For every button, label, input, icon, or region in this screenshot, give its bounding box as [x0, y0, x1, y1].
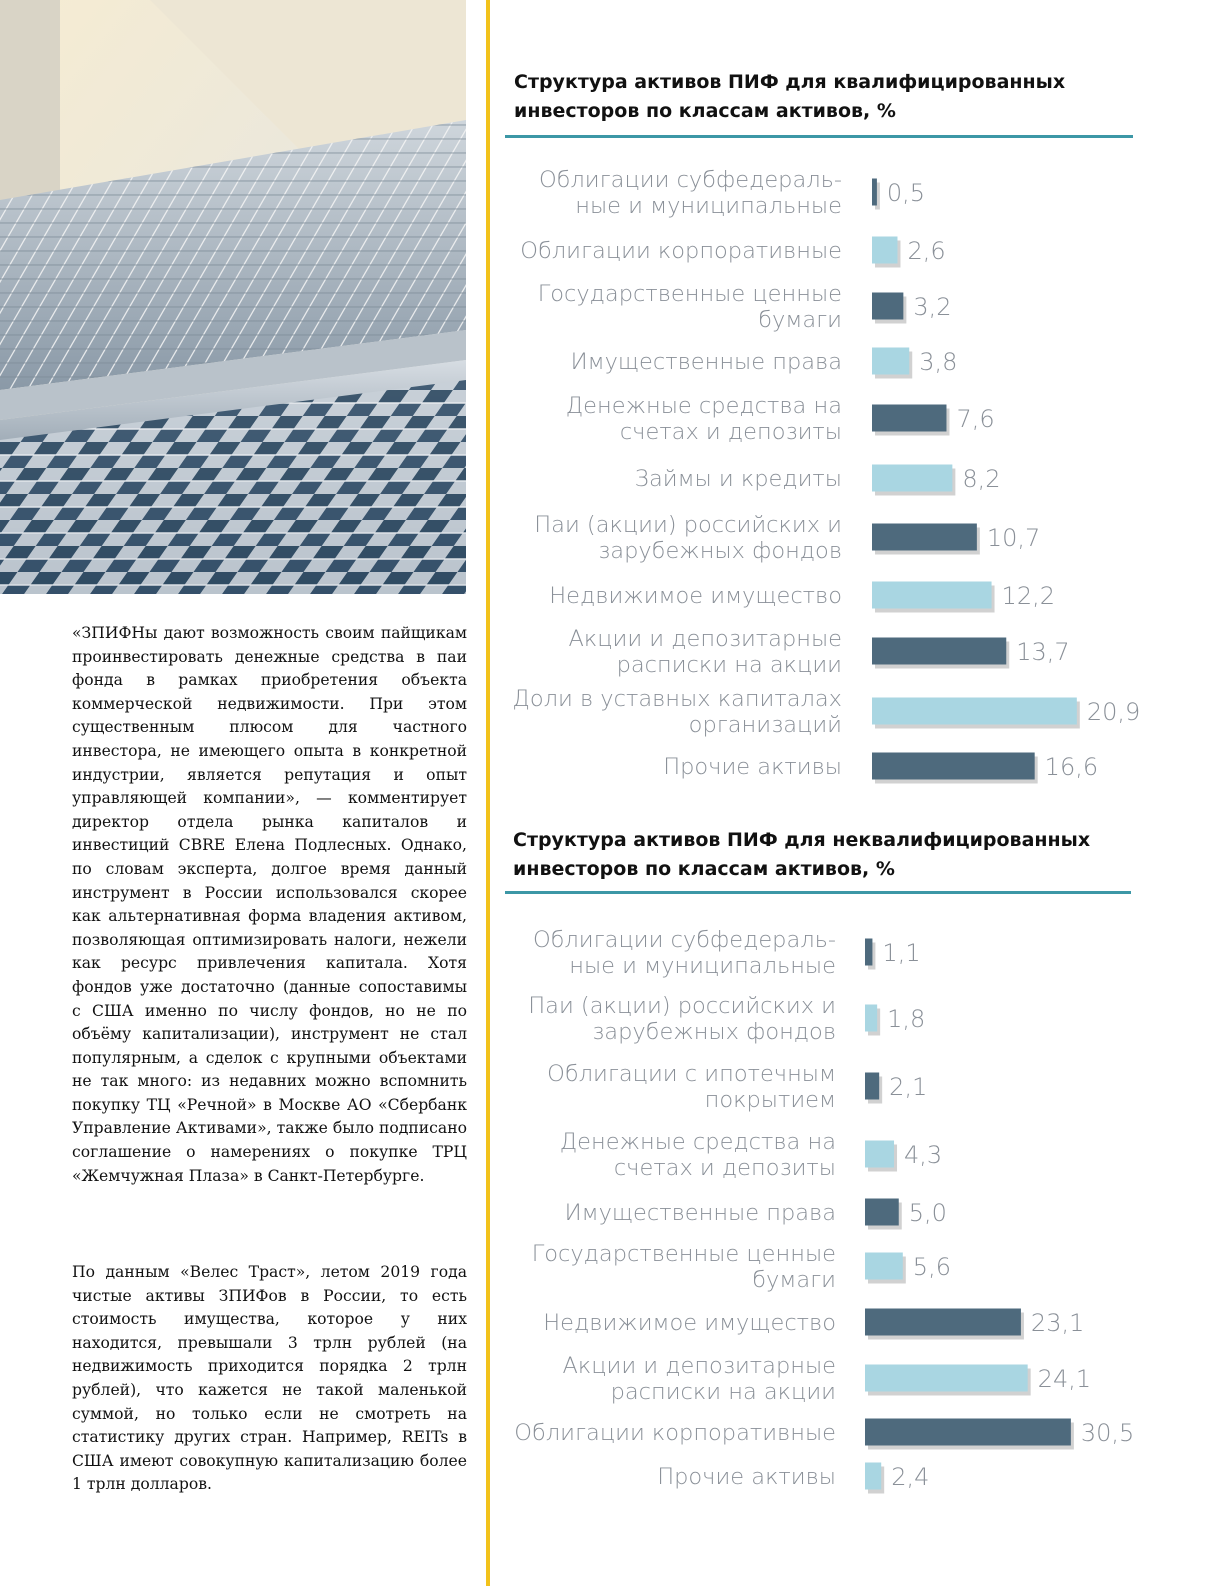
- chart-1-category-label: Облигации субфедераль-: [538, 167, 842, 193]
- chart-2-category-label: ные и муниципальные: [569, 953, 836, 979]
- chart-2-category-label: зарубежных фондов: [592, 1019, 836, 1045]
- chart-1-category-label: Паи (акции) российских и: [534, 512, 842, 538]
- chart-1-category-label: Недвижимое имущество: [549, 583, 842, 609]
- chart-2-bar: [865, 1005, 877, 1032]
- chart-1-bar: [872, 348, 909, 375]
- chart-2-bar: [865, 939, 872, 966]
- chart-2-bar: [865, 1463, 881, 1490]
- chart-1-value-label: 3,2: [913, 293, 952, 321]
- chart-2-value-label: 1,1: [882, 939, 921, 967]
- column-divider: [486, 0, 490, 1586]
- chart-1-bar-shadow: [875, 297, 906, 324]
- chart-1-bar: [872, 753, 1035, 780]
- chart-1-bar-shadow: [875, 642, 1009, 669]
- chart-1-category-label: Прочие активы: [663, 754, 842, 780]
- chart-2-category-label: счетах и депозиты: [613, 1155, 836, 1181]
- chart-1-value-label: 7,6: [956, 405, 995, 433]
- chart-2-bar: [865, 1199, 899, 1226]
- chart-1-value-label: 12,2: [1001, 582, 1055, 610]
- chart-1-value-label: 0,5: [886, 179, 926, 207]
- chart-1-bar-shadow: [875, 241, 900, 268]
- chart-2-bar-shadow: [868, 1369, 1031, 1396]
- chart-1-bar-shadow: [875, 183, 880, 210]
- article-paragraph-1: «ЗПИФНы дают возможность своим пайщикам проинвестировать денежные средства в паи фонда в рамках приобретения объекта коммерческой недвижимости. При этом существенным плюсом для частного инвестора, не имеющего опыта в конкретной индустрии, является репутация и опыт управляющей компании», — комментирует директор отдела рынка капиталов и инвестиций CBRE Елена Подлесных. Однако, по словам эксперта, долгое время данный инструмент в России использовался скорее как альтернативная форма владения активом, позволяющая оптимизировать налоги, нежели как ресурс привлечения капитала. Хотя фондов уже достаточно (данные сопоставимы с США именно по числу фондов, но не по объёму капитализации), инструмент не стал популярным, а сделок с крупными объектами не так много: из недавних можно вспомнить покупку ТЦ «Речной» в Москве АО «Сбербанк Управление Активами», также было подписано соглашение о намерениях о покупке ТРЦ «Жемчужная Плаза» в Санкт-Петербурге.: [72, 624, 467, 1185]
- chart-1-value-label: 16,6: [1044, 753, 1099, 781]
- chart-2-bar-shadow: [868, 1423, 1074, 1450]
- chart-1-category-label: организаций: [688, 712, 842, 738]
- chart-2-bar-shadow: [868, 1467, 884, 1494]
- article-paragraph-2: По данным «Велес Траст», летом 2019 года чистые активы ЗПИФов в России, то есть стоимость имущества, которое у них находится, превышали 3 трлн рублей (на недвижимость приходится порядка 2 трлн рублей), что кажется не такой маленькой суммой, но только если не смотреть на статистику других стран. Например, REITs в США имеют совокупную капитализацию более 1 трлн долларов.: [72, 1263, 467, 1494]
- chart-1-category-label: зарубежных фондов: [598, 538, 842, 564]
- chart-1-category-label: ные и муниципальные: [575, 193, 842, 219]
- chart-2-bar-shadow: [868, 1313, 1024, 1340]
- chart-2-value-label: 30,5: [1080, 1419, 1135, 1447]
- chart-2-bar-shadow: [868, 1009, 880, 1036]
- chart-1-bar-shadow: [875, 702, 1080, 729]
- chart-1-bar: [872, 524, 977, 551]
- chart-1-bar-shadow: [875, 586, 995, 613]
- chart-2-category-label: Денежные средства на: [559, 1129, 836, 1155]
- chart-1-bar-shadow: [875, 409, 949, 436]
- chart-1-category-label: Займы и кредиты: [634, 466, 842, 492]
- chart-2-category-label: Имущественные права: [564, 1200, 836, 1226]
- chart-2-value-label: 5,6: [912, 1253, 951, 1281]
- chart-1-rule: [505, 135, 1133, 138]
- chart-2-value-label: 5,0: [908, 1199, 947, 1227]
- chart-2-category-label: Паи (акции) российских и: [528, 993, 836, 1019]
- chart-1-category-label: Денежные средства на: [565, 393, 842, 419]
- chart-2-value-label: 23,1: [1030, 1309, 1085, 1337]
- chart-1-bar: [872, 237, 897, 264]
- chart-1-category-label: счетах и депозиты: [619, 419, 842, 445]
- chart-2-value-label: 2,1: [889, 1073, 928, 1101]
- chart-1-bar: [872, 465, 952, 492]
- chart-2-category-label: Государственные ценные: [531, 1241, 836, 1267]
- chart-1-bar: [872, 582, 992, 609]
- chart-2-value-label: 2,4: [891, 1463, 930, 1491]
- chart-1-value-label: 8,2: [962, 465, 1001, 493]
- chart-2-category-label: бумаги: [752, 1267, 836, 1293]
- chart-1-category-label: Акции и депозитарные: [568, 626, 842, 652]
- chart-2-value-label: 1,8: [887, 1005, 926, 1033]
- chart-2-bar-shadow: [868, 1145, 897, 1172]
- chart-1-value-label: 10,7: [986, 524, 1041, 552]
- chart-1-bar-shadow: [875, 757, 1038, 784]
- chart-1-category-label: Государственные ценные: [537, 281, 842, 307]
- chart-2-value-label: 24,1: [1037, 1365, 1092, 1393]
- chart-1-bar-shadow: [875, 528, 980, 555]
- chart-2-bar: [865, 1365, 1028, 1392]
- chart-1-title: Структура активов ПИФ для квалифицированных инвесторов по классам активов, %: [514, 71, 1066, 122]
- chart-2-category-label: расписки на акции: [610, 1379, 836, 1405]
- chart-1-value-label: 13,7: [1016, 638, 1070, 666]
- chart-1-value-label: 2,6: [907, 237, 946, 265]
- chart-2-category-label: Облигации корпоративные: [514, 1420, 836, 1446]
- chart-1-category-label: Имущественные права: [570, 349, 842, 375]
- chart-1-value-label: 20,9: [1086, 698, 1141, 726]
- building-photo: [0, 0, 466, 594]
- chart-2-bar: [865, 1073, 879, 1100]
- chart-1-category-label: Доли в уставных капиталах: [512, 686, 842, 712]
- chart-1-bar-shadow: [875, 352, 912, 379]
- chart-2-value-label: 4,3: [904, 1141, 943, 1169]
- chart-2-category-label: Прочие активы: [657, 1464, 836, 1490]
- chart-2-bar-shadow: [868, 1257, 906, 1284]
- chart-2-title: Структура активов ПИФ для неквалифицированных инвесторов по классам активов, %: [513, 829, 1091, 880]
- chart-1-category-label: бумаги: [758, 307, 842, 333]
- chart-1-category-label: Облигации корпоративные: [520, 238, 842, 264]
- chart-2-bar: [865, 1309, 1021, 1336]
- chart-2-bar-shadow: [868, 1203, 902, 1230]
- chart-2-bar-shadow: [868, 1077, 882, 1104]
- chart-2-bar-shadow: [868, 943, 875, 970]
- chart-2-bar: [865, 1419, 1071, 1446]
- chart-2-bar: [865, 1141, 894, 1168]
- chart-1-bar: [872, 405, 946, 432]
- building-illustration: [0, 0, 466, 594]
- chart-1-category-label: расписки на акции: [616, 652, 842, 678]
- chart-2-bar: [865, 1253, 903, 1280]
- chart-2-category-label: Акции и депозитарные: [562, 1353, 836, 1379]
- chart-1-value-label: 3,8: [919, 348, 958, 376]
- chart-2-category-label: покрытием: [704, 1087, 836, 1113]
- chart-2-category-label: Облигации субфедераль-: [532, 927, 836, 953]
- chart-2-category-label: Недвижимое имущество: [543, 1310, 836, 1336]
- chart-1-bar-shadow: [875, 469, 955, 496]
- chart-2-rule: [505, 891, 1131, 894]
- chart-1-bar: [872, 698, 1077, 725]
- chart-1-bar: [872, 293, 903, 320]
- chart-1-bar: [872, 638, 1006, 665]
- chart-1-bar: [872, 179, 877, 206]
- chart-2-category-label: Облигации с ипотечным: [547, 1061, 836, 1087]
